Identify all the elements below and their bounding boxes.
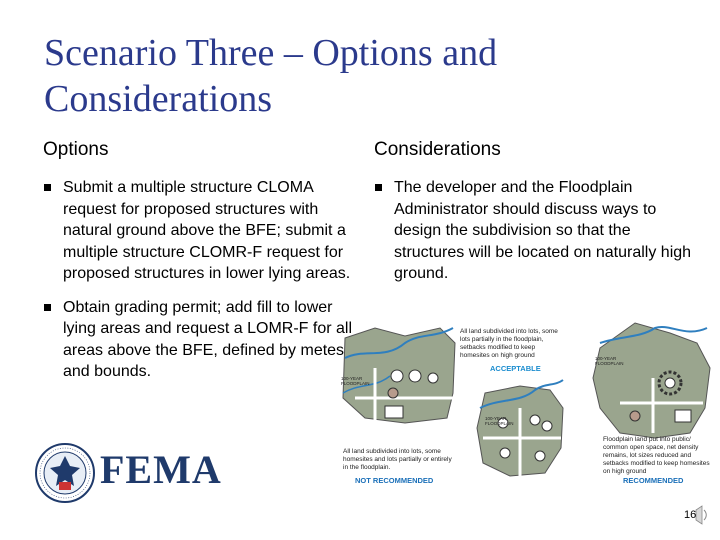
options-header: Options — [43, 139, 109, 160]
dhs-seal-icon — [34, 442, 96, 504]
options-list — [43, 177, 353, 395]
slide-title: Scenario Three – Options and Considerations — [44, 32, 498, 120]
floodplain-label-middle: 100-YEAR FLOODPLAIN — [485, 416, 514, 426]
not-recommended-tag: NOT RECOMMENDED — [355, 476, 434, 485]
page-number — [672, 500, 712, 530]
page-number-text: 16 — [684, 509, 697, 521]
not-recommended-caption: All land subdivided into lots, some homesites and lots partially or entirely in the floodplain. — [343, 448, 452, 471]
considerations-header: Considerations — [374, 139, 501, 160]
acceptable-caption: All land subdivided into lots, some lots partially in the floodplain, setbacks modified to keep homesites on high ground — [460, 328, 558, 359]
floodplain-label-left: 100-YEAR FLOODPLAIN — [341, 376, 370, 386]
recommended-caption: Floodplain land put into public/ common open space, net density remains, lot sizes reduced and setbacks modified to keep homesites on high ground — [603, 436, 710, 475]
site-plan-not-recommended — [477, 380, 563, 476]
recommended-tag: RECOMMENDED — [623, 476, 684, 485]
considerations-item-1: The developer and the Floodplain Administrator should discuss ways to design the subdivision so that the structures will be located on naturally high ground. — [374, 177, 694, 285]
options-item-2: Obtain grading permit; add fill to lower lying areas and request a LOMR-F for all areas above the BFE, defined by metes and bounds. — [43, 297, 353, 383]
site-plan-recommended — [593, 323, 710, 438]
considerations-list — [374, 177, 694, 297]
subdivision-site-plans-figure — [335, 298, 720, 494]
floodplain-label-right: 100-YEAR FLOODPLAIN — [595, 356, 624, 366]
acceptable-tag: ACCEPTABLE — [490, 364, 541, 373]
options-item-1: Submit a multiple structure CLOMA request for proposed structures with natural ground above the BFE; submit a multiple structure CLOMR-F request for proposed structures in lower lying areas. — [43, 177, 353, 285]
fema-wordmark: FEMA — [100, 447, 222, 492]
